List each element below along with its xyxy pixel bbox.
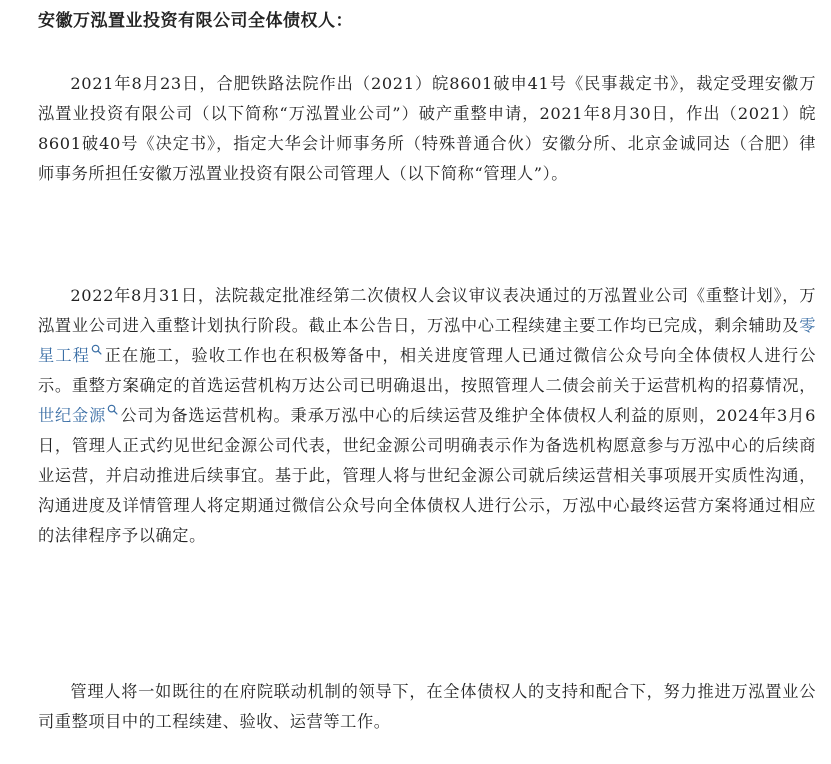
paragraph-2 (38, 281, 816, 551)
keyword-link-lingxing[interactable]: 零星工程 (38, 316, 816, 365)
search-icon[interactable] (91, 344, 102, 355)
paragraph-2-text-3: 公司为备选运营机构。秉承万泓中心的后续运营及维护全体债权人利益的原则，2024年3月6日，管理人正式约见世纪金源公司代表，世纪金源公司明确表示作为备选机构愿意参与万泓中心的后续商业运营，并启动推进后续事宜。基于此，管理人将与世纪金源公司就后续运营相关事项展开实质性沟通，沟通进度及详情管理人将定期通过微信公众号向全体债权人进行公示，万泓中心最终运营方案将通过相应的法律程序予以确定。 (38, 406, 816, 545)
paragraph-1: 2021年8月23日，合肥铁路法院作出（2021）皖8601破申41号《民事裁定书》，裁定受理安徽万泓置业投资有限公司（以下简称“万泓置业公司”）破产重整申请，2021年8月30日，作出（2021）皖8601破40号《决定书》，指定大华会计师事务所（特殊普通合伙）安徽分所、北京金诚同达（合肥）律师事务所担任安徽万泓置业投资有限公司管理人（以下简称“管理人”）。 (38, 74, 816, 183)
paragraph-3: 管理人将一如既往的在府院联动机制的领导下，在全体债权人的支持和配合下，努力推进万泓置业公司重整项目中的工程续建、验收、运营等工作。 (38, 682, 816, 731)
search-icon[interactable] (107, 404, 118, 415)
keyword-link-shijijinyuan[interactable]: 世纪金源 (38, 406, 107, 425)
notice-heading: 安徽万泓置业投资有限公司全体债权人： (38, 11, 353, 31)
paragraph-2-text-2: 正在施工，验收工作也在积极筹备中，相关进度管理人已通过微信公众号向全体债权人进行公示。重整方案确定的首选运营机构万达公司已明确退出，按照管理人二债会前关于运营机构的招募情况， (38, 346, 816, 395)
paragraph-2-text-1: 2022年8月31日，法院裁定批准经第二次债权人会议审议表决通过的万泓置业公司《重整计划》，万泓置业公司进入重整计划执行阶段。截止本公告日，万泓中心工程续建主要工作均已完成，剩余辅助及 (38, 286, 816, 335)
